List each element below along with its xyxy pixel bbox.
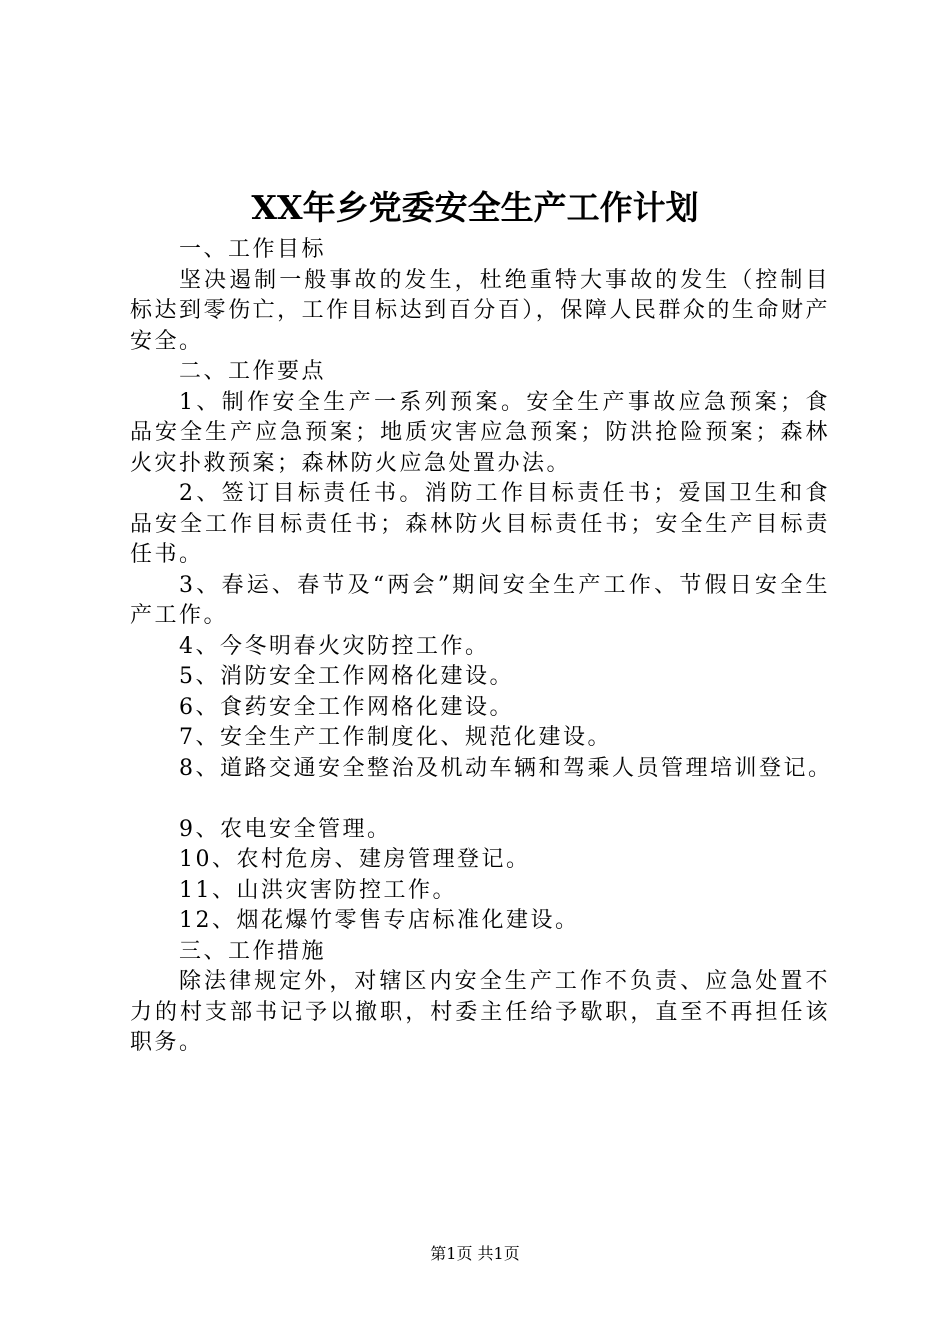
key-point-item: 6、食药安全工作网格化建设。 (179, 694, 514, 720)
key-point-item: 2、签订目标责任书。消防工作目标责任书；爱国卫生和食品安全工作目标责任书；森林防火目标责任书；安全生产目标责任书。 (130, 481, 830, 567)
section-text-measures: 除法律规定外，对辖区内安全生产工作不负责、应急处置不力的村支部书记予以撤职，村委主任给予歇职，直至不再担任该职务。 (130, 969, 830, 1055)
key-point-item: 4、今冬明春火灾防控工作。 (179, 633, 490, 659)
page-footer: 第1页 共1页 (430, 1244, 520, 1263)
key-point-item: 1、制作安全生产一系列预案。安全生产事故应急预案；食品安全生产应急预案；地质灾害应急预案；防洪抢险预案；森林火灾扑救预案；森林防火应急处置办法。 (130, 389, 830, 476)
key-point-item: 7、安全生产工作制度化、规范化建设。 (179, 725, 612, 750)
key-point-item: 3、春运、春节及“两会”期间安全生产工作、节假日安全生产工作。 (130, 572, 830, 628)
section-heading-goals: 一、工作目标 (179, 237, 327, 262)
section-heading-key-points: 二、工作要点 (179, 359, 327, 384)
key-point-item: 9、农电安全管理。 (179, 816, 392, 842)
key-point-item: 11、山洪灾害防控工作。 (179, 877, 457, 903)
document-body (130, 235, 833, 1059)
section-text-goals: 坚决遏制一般事故的发生，杜绝重特大事故的发生（控制目标达到零伤亡，工作目标达到百分百），保障人民群众的生命财产安全。 (130, 267, 830, 354)
section-heading-measures: 三、工作措施 (179, 938, 327, 964)
key-point-item: 8、道路交通安全整治及机动车辆和驾乘人员管理培训登记。 (179, 755, 833, 781)
document-title: XX年乡党委安全生产工作计划 (251, 188, 699, 227)
key-point-item: 12、烟花爆竹零售专店标准化建设。 (179, 908, 580, 933)
key-point-item: 10、农村危房、建房管理登记。 (179, 847, 531, 872)
key-point-item: 5、消防安全工作网格化建设。 (179, 664, 514, 689)
